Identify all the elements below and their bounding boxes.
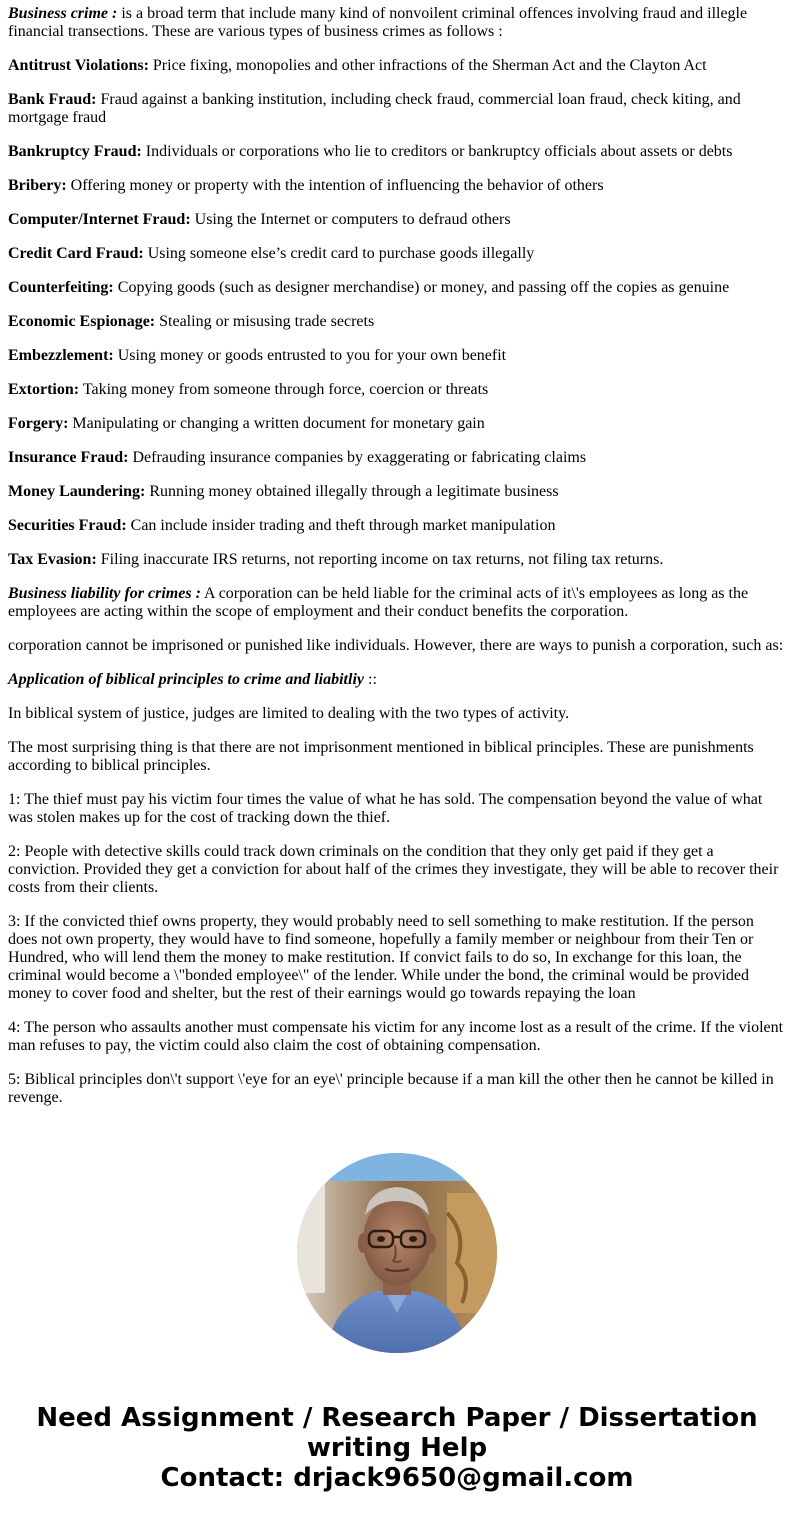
- crime-term: Bankruptcy Fraud:: [8, 143, 142, 160]
- biblical-heading-suffix: ::: [364, 671, 377, 688]
- author-photo: [297, 1153, 497, 1353]
- crime-description: Taking money from someone through force, coercion or threats: [79, 381, 489, 398]
- crime-term: Extortion:: [8, 381, 80, 398]
- crime-item: [8, 517, 786, 535]
- biblical-surprise-paragraph: The most surprising thing is that there are not imprisonment mentioned in biblical principles. These are punishments according to biblical principles.: [8, 739, 754, 774]
- intro-paragraph: [8, 5, 786, 41]
- crime-term: Counterfeiting:: [8, 279, 114, 296]
- crime-description: Filing inaccurate IRS returns, not reporting income on tax returns, not filing tax returns.: [96, 551, 664, 568]
- liability-text: A corporation can be held liable for the criminal acts of it\'s employees as long as the employees are acting within the scope of employment and their conduct benefits the corporation.: [8, 585, 749, 620]
- principle-point: 3: If the convicted thief owns property, they would probably need to sell something to make restitution. If the person does not own property, they would have to find someone, hopefully a family member or neighbour from their Ten or Hundred, who will lend them the money to make restitution. If convict fails to do so, In exchange for this loan, the criminal would become a \"bonded employee\" of the lender. While under the bond, the criminal would be provided money to cover food and shelter, but the rest of their earnings would go towards repaying the loan: [8, 913, 754, 1002]
- crime-description: Running money obtained illegally through a legitimate business: [145, 483, 559, 500]
- crime-item: [8, 91, 786, 127]
- biblical-heading-term: Application of biblical principles to crime and liabitliy: [8, 671, 364, 688]
- crime-description: Manipulating or changing a written document for monetary gain: [68, 415, 485, 432]
- principle-point: 1: The thief must pay his victim four times the value of what he has sold. The compensation beyond the value of what was stolen makes up for the cost of tracking down the thief.: [8, 791, 763, 826]
- contact-banner: [0, 1403, 794, 1493]
- banner-line-1: Need Assignment / Research Paper / Dissertation: [36, 1403, 758, 1433]
- crime-description: Using someone else’s credit card to purchase goods illegally: [143, 245, 535, 262]
- crime-description: Price fixing, monopolies and other infractions of the Sherman Act and the Clayton Act: [148, 57, 707, 74]
- corporation-paragraph: corporation cannot be imprisoned or punished like individuals. However, there are ways to punish a corporation, such as:: [8, 637, 784, 654]
- crime-item: [8, 449, 786, 467]
- crime-term: Computer/Internet Fraud:: [8, 211, 191, 228]
- liability-term: Business liability for crimes :: [8, 585, 201, 602]
- biblical-heading: [8, 671, 786, 689]
- crime-description: Fraud against a banking institution, including check fraud, commercial loan fraud, check kiting, and mortgage fraud: [8, 91, 741, 126]
- crime-term: Money Laundering:: [8, 483, 146, 500]
- principle-point: 5: Biblical principles don\'t support \'eye for an eye\' principle because if a man kill the other then he cannot be killed in revenge.: [8, 1071, 774, 1106]
- crime-item: [8, 347, 786, 365]
- intro-term: Business crime :: [8, 5, 118, 22]
- author-avatar: [297, 1153, 497, 1353]
- crime-term: Forgery:: [8, 415, 69, 432]
- crime-description: Offering money or property with the intention of influencing the behavior of others: [66, 177, 604, 194]
- crime-description: Can include insider trading and theft through market manipulation: [126, 517, 556, 534]
- liability-paragraph: [8, 585, 786, 621]
- crime-description: Using the Internet or computers to defraud others: [190, 211, 511, 228]
- crime-item: [8, 177, 786, 195]
- crime-item: [8, 381, 786, 399]
- crime-item: [8, 245, 786, 263]
- crime-term: Tax Evasion:: [8, 551, 97, 568]
- crime-term: Securities Fraud:: [8, 517, 127, 534]
- crime-item: [8, 211, 786, 229]
- principle-point: 2: People with detective skills could track down criminals on the condition that they only get paid if they get a conviction. Provided they get a conviction for about half of the crimes they investigate, they will be able to recover their costs from their clients.: [8, 843, 779, 896]
- crime-term: Insurance Fraud:: [8, 449, 129, 466]
- crime-item: [8, 279, 786, 297]
- crime-item: [8, 483, 786, 501]
- crime-description: Individuals or corporations who lie to creditors or bankruptcy officials about assets or debts: [141, 143, 733, 160]
- banner-line-2: writing Help: [306, 1433, 488, 1463]
- contact-email: Contact: drjack9650@gmail.com: [160, 1463, 634, 1493]
- intro-text: is a broad term that include many kind of nonvoilent criminal offences involving fraud and illegle financial transections. These are various types of business crimes as follows :: [8, 5, 748, 40]
- crime-description: Using money or goods entrusted to you for your own benefit: [113, 347, 507, 364]
- crime-item: [8, 313, 786, 331]
- crime-item: [8, 551, 786, 569]
- principle-point: 4: The person who assaults another must compensate his victim for any income lost as a result of the crime. If the violent man refuses to pay, the victim could also claim the cost of obtaining compensation.: [8, 1019, 784, 1054]
- biblical-intro-paragraph: In biblical system of justice, judges are limited to dealing with the two types of activity.: [8, 705, 570, 722]
- crime-term: Antitrust Violations:: [8, 57, 149, 74]
- crime-term: Bribery:: [8, 177, 67, 194]
- crime-item: [8, 143, 786, 161]
- crime-term: Credit Card Fraud:: [8, 245, 144, 262]
- crime-description: Defrauding insurance companies by exaggerating or fabricating claims: [128, 449, 587, 466]
- crime-term: Embezzlement:: [8, 347, 114, 364]
- crime-description: Stealing or misusing trade secrets: [155, 313, 375, 330]
- crime-item: [8, 57, 786, 75]
- article-body: [8, 5, 786, 1123]
- crime-description: Copying goods (such as designer merchandise) or money, and passing off the copies as genuine: [113, 279, 730, 296]
- crime-item: [8, 415, 786, 433]
- crime-term: Bank Fraud:: [8, 91, 97, 108]
- crime-term: Economic Espionage:: [8, 313, 156, 330]
